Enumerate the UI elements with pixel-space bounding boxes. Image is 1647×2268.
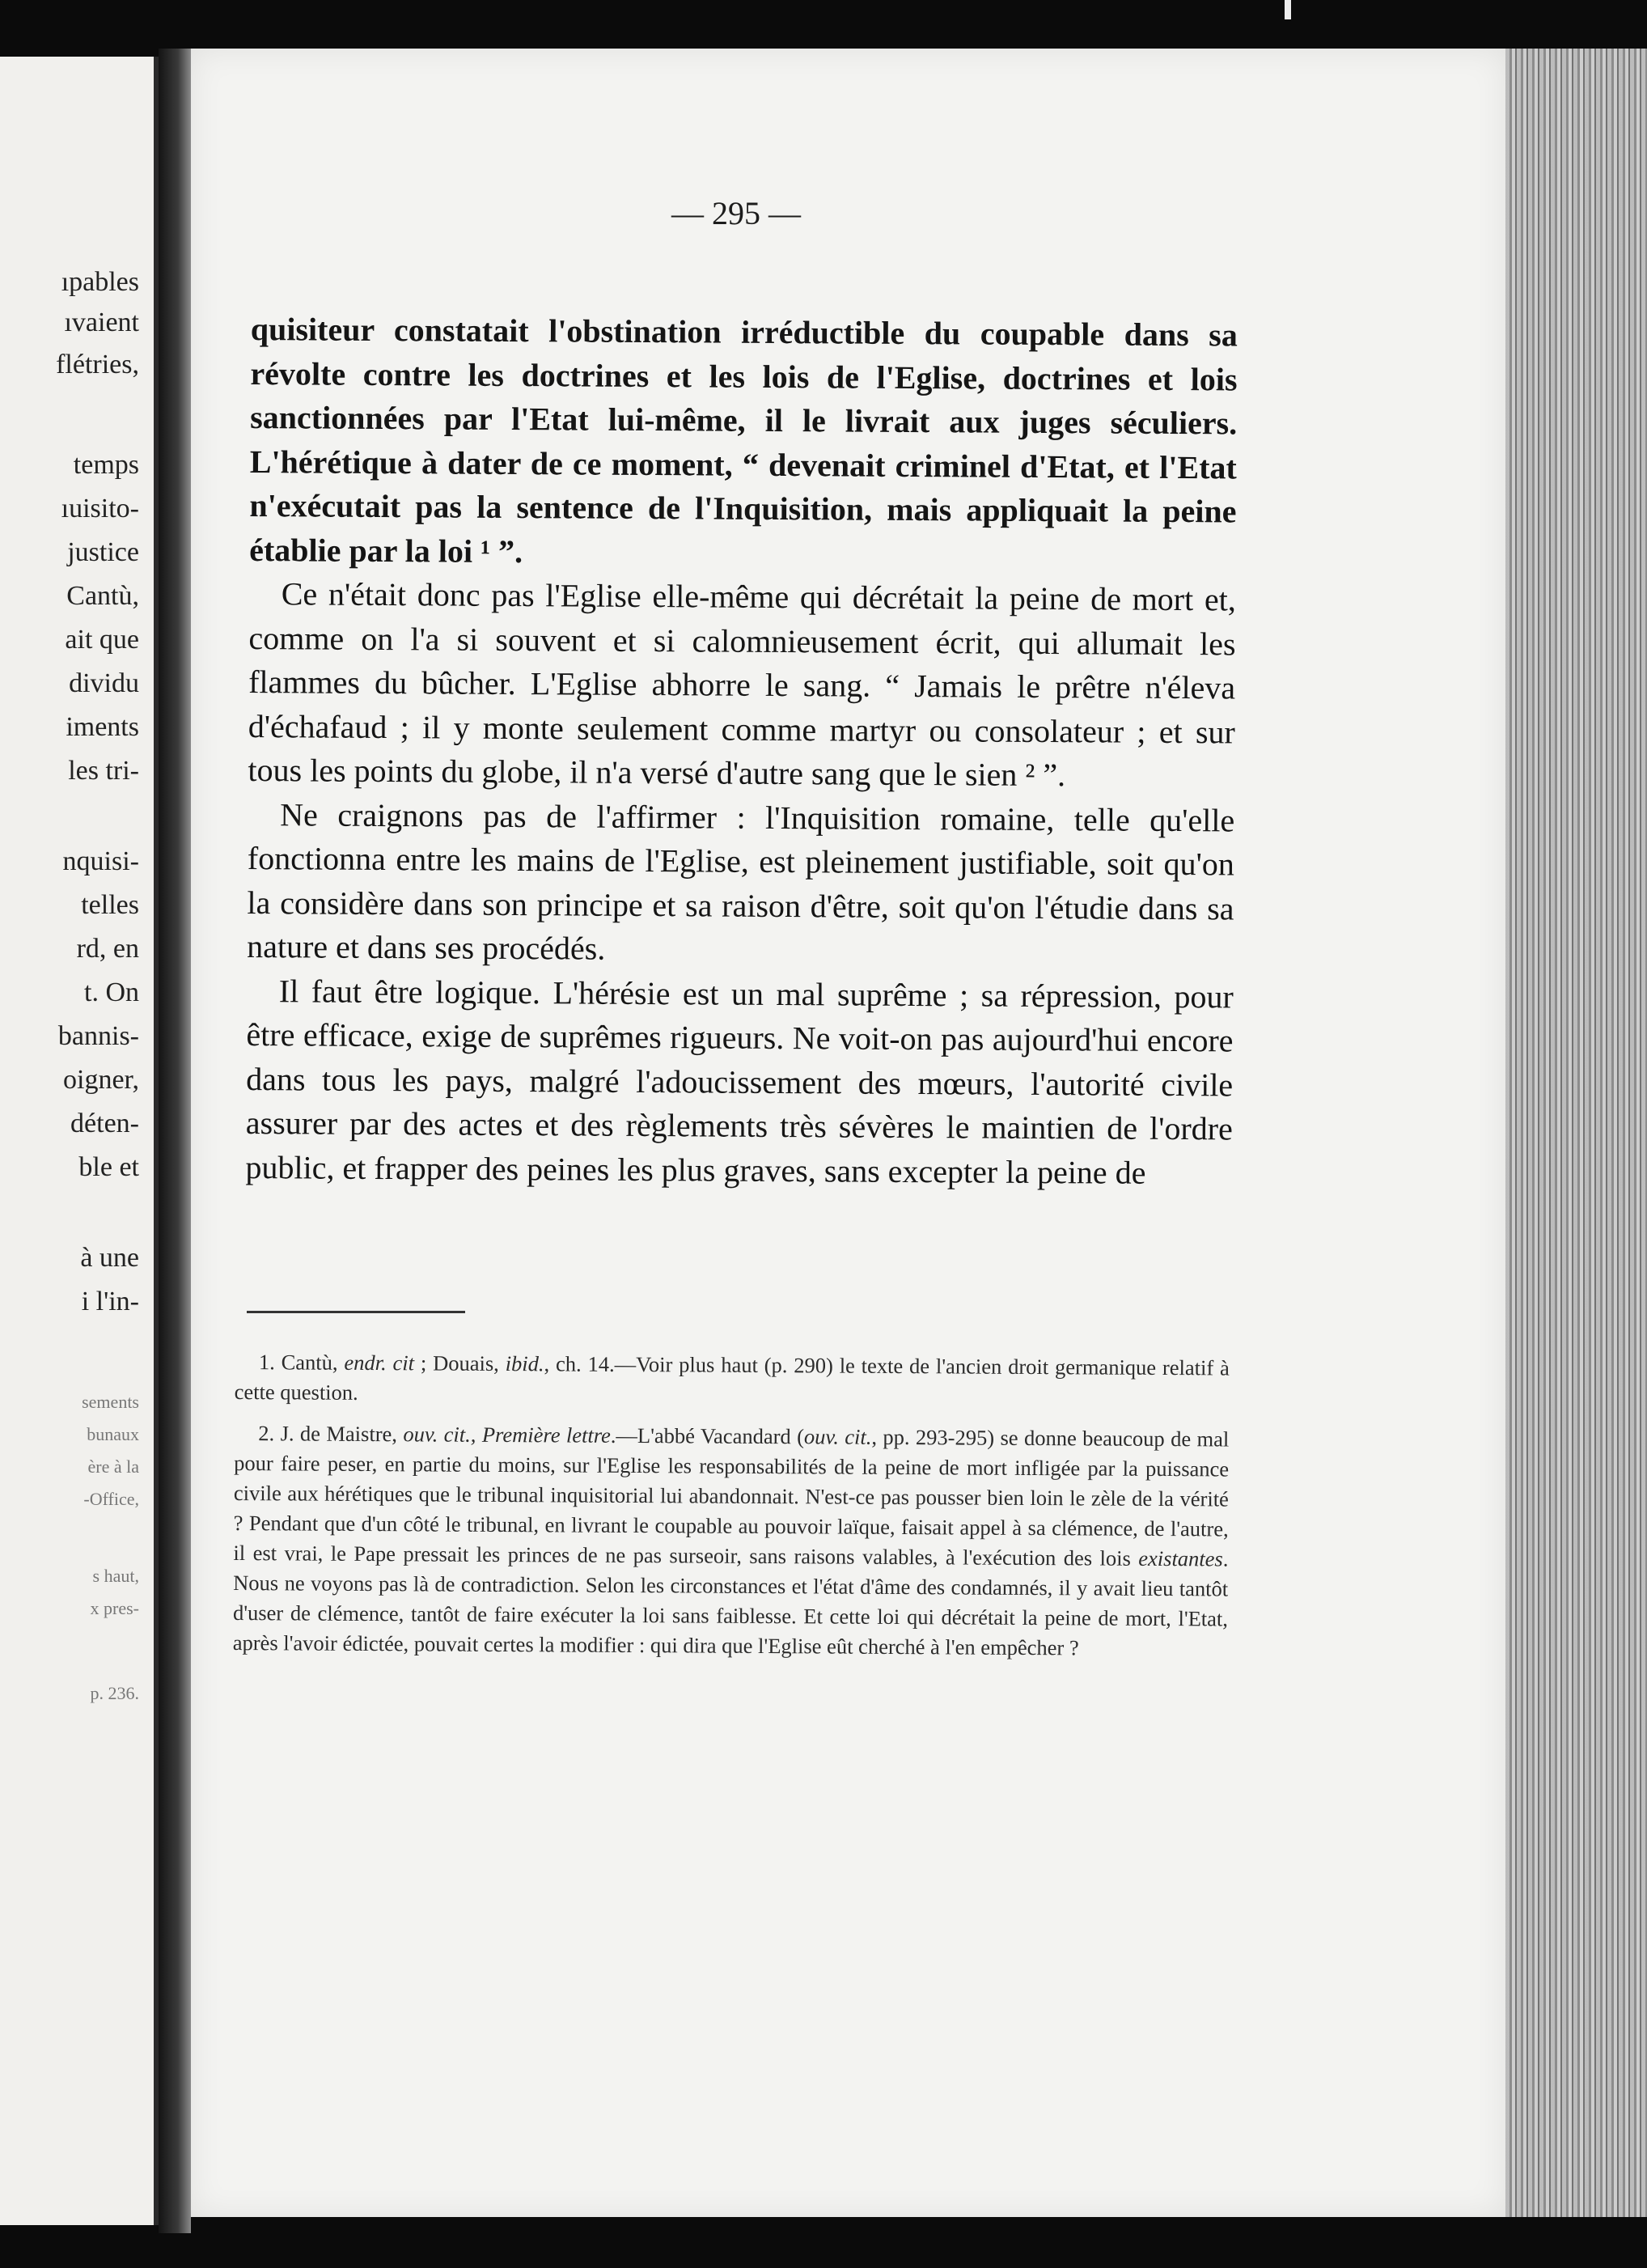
- scan-border: [191, 2217, 1647, 2268]
- facing-page-text: iments: [66, 712, 139, 742]
- facing-page-text: ıpables: [61, 267, 139, 297]
- facing-page-text: déten-: [70, 1109, 139, 1138]
- facing-page-text: t. On: [84, 977, 139, 1007]
- facing-page-text: s haut,: [92, 1566, 139, 1586]
- facing-page-text: Cantù,: [66, 581, 139, 611]
- facing-page-text: ait que: [65, 625, 139, 655]
- facing-page-text: temps: [73, 450, 139, 480]
- paragraph: Ne craignons pas de l'affirmer : l'Inquisition romaine, telle qu'elle fonctionna entre les mains de l'Eglise, est pleinement justifiable, soit qu'on la considère dans son principe et sa raison d'être, soit qu'on l'étudie dans sa nature et dans ses procédés.: [247, 795, 1235, 967]
- facing-page-text: oigner,: [63, 1065, 139, 1095]
- paragraph: quisiteur constatait l'obstination irréductible du coupable dans sa révolte contre les doctrines et les lois de l'Eglise, doctrines et lois sanctionnées par l'Etat lui-même, il le livrait aux juges séculiers. L'hérétique à dater de ce moment, “ devenait criminel d'Etat, et l'Etat n'exécutait pas la sentence de l'Inquisition, mais appliquait la peine établie par la loi ¹ ”.: [249, 310, 1238, 570]
- facing-page-text: sements: [82, 1392, 139, 1412]
- facing-page-text: p. 236.: [90, 1683, 139, 1703]
- paragraph: Ce n'était donc pas l'Eglise elle-même qui décrétait la peine de mort et, comme on l'a si souvent et si calomnieusement écrit, qui allumait les flammes du bûcher. L'Eglise abhorre le sang. “ Jamais le prêtre n'éleva d'échafaud ; il y monte seulement comme martyr ou consolateur ; et sur tous les points du globe, il n'a versé d'autre sang que le sien ² ”.: [248, 575, 1236, 794]
- facing-page-text: x pres-: [90, 1598, 139, 1618]
- facing-page-text: bunaux: [87, 1424, 139, 1444]
- facing-page-text: ıvaient: [64, 307, 139, 337]
- facing-page-text: ıuisito-: [61, 494, 139, 524]
- facing-page-text: flétries,: [56, 350, 139, 379]
- footnote-2: 2. J. de Maistre, ouv. cit., Première lettre.—L'abbé Vacandard (ouv. cit., pp. 293-295) se donne beaucoup de mal pour faire peser, en partie du moins, sur l'Eglise les responsabilités de la peine de mort infligée par la puissance civile aux hérétiques que le tribunal inquisitorial lui abandonnait. N'est-ce pas pousser bien loin le zèle de la vérité ? Pendant que d'un côté le tribunal, en livrant le coupable au pouvoir laïque, faisait appel à sa clémence, de l'autre, il est vrai, le Pape pressait les princes de ne pas surseoir, sans raisons valables, à l'exécution des lois existantes. Nous ne voyons pas là de contradiction. Selon les circonstances et l'état d'âme des condamnés, il y avait lieu tantôt d'user de clémence, tantôt de faire exécuter la loi sans faiblesse. Et cette loi qui décrétait la peine de mort, l'Etat, après l'avoir édictée, pouvait certes la modifier : qui dira que l'Eglise eût cherché à l'en empêcher ?: [232, 1421, 1230, 1660]
- facing-page-fragment: [0, 57, 159, 2225]
- facing-page-text: bannis-: [57, 1021, 139, 1051]
- footnotes: [233, 1347, 1230, 1676]
- facing-page-text: les tri-: [68, 756, 139, 786]
- footnote-1: 1. Cantù, endr. cit ; Douais, ibid., ch. 14.—Voir plus haut (p. 290) le texte de l'ancien droit germanique relatif à cette question.: [234, 1350, 1230, 1405]
- facing-page-text: i l'in-: [81, 1287, 139, 1316]
- facing-page-text: dividu: [69, 668, 139, 698]
- book-gutter: [159, 49, 191, 2233]
- facing-page-text: ble et: [78, 1152, 139, 1182]
- facing-page-text: telles: [81, 890, 139, 920]
- page-number: — 295 —: [671, 195, 801, 231]
- facing-page-text: ère à la: [87, 1456, 139, 1477]
- facing-page-text: justice: [67, 537, 139, 567]
- facing-page-text: à une: [80, 1243, 139, 1273]
- page-edges: [1505, 49, 1647, 2217]
- facing-page-text: nquisi-: [62, 846, 139, 876]
- paragraph: Il faut être logique. L'hérésie est un mal suprême ; sa répression, pour être efficace, exige de suprêmes rigueurs. Ne voit-on pas aujourd'hui encore dans tous les pays, malgré l'adoucissement des mœurs, l'autorité civile assurer par des actes et des règlements très sévères le maintien de l'ordre public, et frapper des peines les plus graves, sans excepter la peine de: [245, 972, 1234, 1191]
- facing-page-text: rd, en: [76, 934, 139, 964]
- scan-mark: [1285, 0, 1291, 19]
- facing-page-text: -Office,: [83, 1489, 139, 1509]
- main-text: [245, 307, 1238, 1195]
- footnote-divider: [247, 1311, 465, 1313]
